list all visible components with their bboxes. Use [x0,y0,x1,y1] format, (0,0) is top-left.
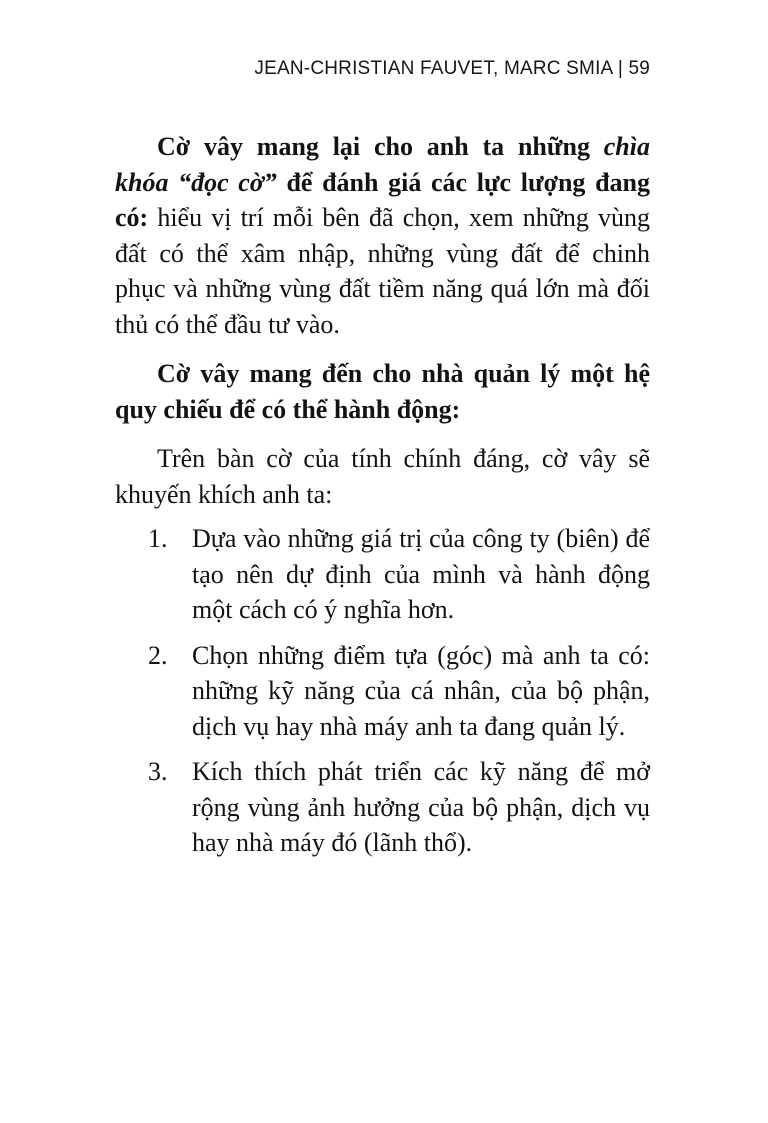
list-item-text: Kích thích phát triển các kỹ năng để mở rộng vùng ảnh hưởng của bộ phận, dịch vụ hay nhà máy đó (lãnh thổ). [192,757,650,857]
paragraph-intro [115,129,650,342]
list-item-number: 1. [148,524,168,553]
list-item-text: Chọn những điểm tựa (góc) mà anh ta có: những kỹ năng của cá nhân, của bộ phận, dịch vụ hay nhà máy anh ta đang quản lý. [192,640,650,741]
list-item-number: 3. [148,757,168,786]
paragraph-intro-bold-italic: chìa khóa “đọc cờ” [115,132,650,197]
paragraph-intro-bold-lead: Cờ vây mang lại cho anh ta những [157,132,604,161]
running-header: JEAN-CHRISTIAN FAUVET, MARC SMIA | 59 [254,58,650,79]
list-item-text: Dựa vào những giá trị của công ty (biên) để tạo nên dự định của mình và hành động một cách có ý nghĩa hơn. [192,524,650,624]
list-item [148,521,650,628]
list-item [148,754,650,861]
numbered-list [115,521,650,861]
paragraph-intro-regular: hiểu vị trí mỗi bên đã chọn, xem những vùng đất có thể xâm nhập, những vùng đất để chinh phục và những vùng đất tiềm năng quá lớn mà đối thủ có thể đầu tư vào. [115,203,650,339]
paragraph-legitimacy-board: Trên bàn cờ của tính chính đáng, cờ vây sẽ khuyến khích anh ta: [115,444,650,509]
list-item-number: 2. [148,640,168,670]
paragraph-frame-of-reference: Cờ vây mang đến cho nhà quản lý một hệ quy chiếu để có thể hành động: [115,359,650,424]
paragraph-intro-bold-tail: để đánh giá các lực lượng đang có: [115,167,651,232]
list-item [148,638,650,745]
